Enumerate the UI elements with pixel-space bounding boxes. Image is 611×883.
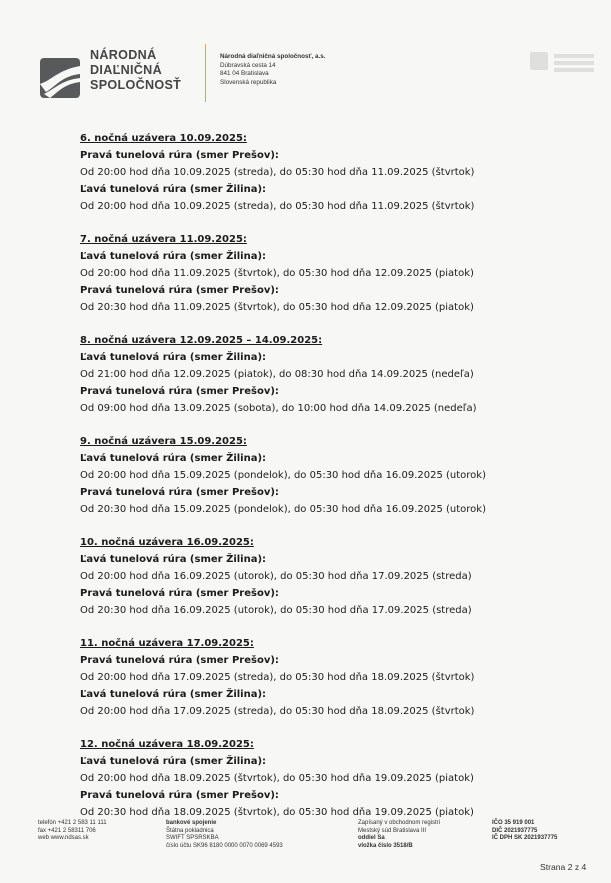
- company-address: [220, 53, 326, 87]
- page-number: Strana 2 z 4: [540, 862, 587, 872]
- tunnel-tube-label: Pravá tunelová rúra (smer Prešov):: [80, 588, 279, 599]
- footer-bank: [166, 820, 283, 850]
- closure-time-range: Od 20:30 hod dňa 11.09.2025 (štvrtok), do 05:30 hod dňa 12.09.2025 (piatok): [80, 302, 474, 313]
- logo-line-3: SPOLOČNOSŤ: [90, 78, 182, 92]
- tunnel-tube-label: Ľavá tunelová rúra (smer Žilina):: [80, 453, 267, 464]
- company-name: Národná diaľničná spoločnosť, a.s.: [220, 53, 326, 60]
- footer-contact: [38, 820, 107, 843]
- tunnel-tube-label: Ľavá tunelová rúra (smer Žilina):: [80, 251, 267, 262]
- footer-registry-line1: Zapísaný v obchodnom registri: [358, 820, 441, 826]
- closure-time-range: Od 20:30 hod dňa 15.09.2025 (pondelok), do 05:30 hod dňa 16.09.2025 (utorok): [80, 504, 486, 515]
- closure-time-range: Od 20:00 hod dňa 10.09.2025 (streda), do 05:30 hod dňa 11.09.2025 (štvrtok): [80, 201, 475, 212]
- closure-heading: 10. nočná uzávera 16.09.2025:: [80, 537, 254, 548]
- footer-dic: DIČ 2021937775: [492, 827, 538, 834]
- footer-icdph: IČ DPH SK 2021937775: [492, 835, 558, 841]
- footer-ids: [492, 820, 557, 843]
- footer-registry: [358, 820, 440, 850]
- closure-time-range: Od 09:00 hod dňa 13.09.2025 (sobota), do 10:00 hod dňa 14.09.2025 (nedeľa): [80, 403, 477, 414]
- tunnel-tube-label: Pravá tunelová rúra (smer Prešov):: [80, 655, 279, 666]
- tunnel-tube-label: Pravá tunelová rúra (smer Prešov):: [80, 150, 279, 161]
- tunnel-tube-label: Pravá tunelová rúra (smer Prešov):: [80, 487, 279, 498]
- company-logo: [38, 48, 188, 108]
- closure-time-range: Od 20:00 hod dňa 15.09.2025 (pondelok), do 05:30 hod dňa 16.09.2025 (utorok): [80, 470, 486, 481]
- closure-heading: 12. nočná uzávera 18.09.2025:: [80, 739, 254, 750]
- tunnel-tube-label: Ľavá tunelová rúra (smer Žilina):: [80, 184, 267, 195]
- closure-time-range: Od 21:00 hod dňa 12.09.2025 (piatok), do 08:30 hod dňa 14.09.2025 (nedeľa): [80, 369, 474, 380]
- highway-logo-icon: [38, 48, 88, 108]
- closure-heading: 11. nočná uzávera 17.09.2025:: [80, 638, 254, 649]
- footer-swift: SWIFT SPSRSKBA: [166, 835, 219, 841]
- closure-schedule: [80, 131, 500, 838]
- footer-account: číslo účtu SK96 8180 0000 0070 0069 4593: [166, 842, 283, 849]
- logo-wordmark: [90, 48, 181, 93]
- footer-registry-insert: vložka číslo 3518/B: [358, 842, 413, 849]
- closure-time-range: Od 20:00 hod dňa 18.09.2025 (štvrtok), do 05:30 hod dňa 19.09.2025 (piatok): [80, 773, 474, 784]
- tunnel-tube-label: Pravá tunelová rúra (smer Prešov):: [80, 285, 279, 296]
- footer-phone: telefón +421 2 583 11 111: [38, 820, 107, 826]
- closure-time-range: Od 20:30 hod dňa 16.09.2025 (utorok), do 05:30 hod dňa 17.09.2025 (streda): [80, 605, 472, 616]
- footer-fax: fax +421 2 58311 706: [38, 827, 96, 834]
- header-divider: [205, 44, 206, 102]
- company-street: Dúbravská cesta 14: [220, 61, 276, 69]
- tunnel-tube-label: Pravá tunelová rúra (smer Prešov):: [80, 386, 279, 397]
- tunnel-tube-label: Pravá tunelová rúra (smer Prešov):: [80, 790, 279, 801]
- logo-line-2: DIAĽNIČNÁ: [90, 63, 162, 77]
- closure-block: [80, 232, 500, 316]
- closure-heading: 8. nočná uzávera 12.09.2025 – 14.09.2025:: [80, 335, 323, 346]
- closure-heading: 9. nočná uzávera 15.09.2025:: [80, 436, 247, 447]
- tunnel-tube-label: Ľavá tunelová rúra (smer Žilina):: [80, 554, 267, 565]
- footer-bank-title: bankové spojenie: [166, 820, 217, 826]
- logo-line-1: NÁRODNÁ: [90, 48, 157, 62]
- closure-time-range: Od 20:00 hod dňa 10.09.2025 (streda), do 05:30 hod dňa 11.09.2025 (štvrtok): [80, 167, 475, 178]
- closure-block: [80, 333, 500, 417]
- closure-heading: 6. nočná uzávera 10.09.2025:: [80, 133, 247, 144]
- footer-web: web www.ndsas.sk: [38, 835, 89, 841]
- footer-registry-section: oddiel Sa: [358, 835, 385, 841]
- closure-block: [80, 535, 500, 619]
- closure-time-range: Od 20:00 hod dňa 16.09.2025 (utorok), do 05:30 hod dňa 17.09.2025 (streda): [80, 571, 472, 582]
- company-country: Slovenská republika: [220, 78, 277, 86]
- closure-time-range: Od 20:00 hod dňa 17.09.2025 (streda), do 05:30 hod dňa 18.09.2025 (štvrtok): [80, 672, 475, 683]
- tunnel-tube-label: Ľavá tunelová rúra (smer Žilina):: [80, 352, 267, 363]
- footer-registry-line2: Mestský súd Bratislava III: [358, 827, 427, 834]
- closure-time-range: Od 20:00 hod dňa 11.09.2025 (štvrtok), do 05:30 hod dňa 12.09.2025 (piatok): [80, 268, 474, 279]
- show-through-logo-icon: [528, 50, 598, 82]
- closure-time-range: Od 20:30 hod dňa 18.09.2025 (štvrtok), do 05:30 hod dňa 19.09.2025 (piatok): [80, 807, 474, 818]
- footer-bank-name: Štátna pokladnica: [166, 827, 214, 834]
- closure-heading: 7. nočná uzávera 11.09.2025:: [80, 234, 247, 245]
- closure-block: [80, 434, 500, 518]
- tunnel-tube-label: Ľavá tunelová rúra (smer Žilina):: [80, 689, 267, 700]
- closure-block: [80, 131, 500, 215]
- company-city: 841 04 Bratislava: [220, 70, 269, 78]
- tunnel-tube-label: Ľavá tunelová rúra (smer Žilina):: [80, 756, 267, 767]
- footer-ico: IČO 35 919 001: [492, 820, 535, 826]
- closure-time-range: Od 20:00 hod dňa 17.09.2025 (streda), do 05:30 hod dňa 18.09.2025 (štvrtok): [80, 706, 475, 717]
- closure-block: [80, 737, 500, 821]
- closure-block: [80, 636, 500, 720]
